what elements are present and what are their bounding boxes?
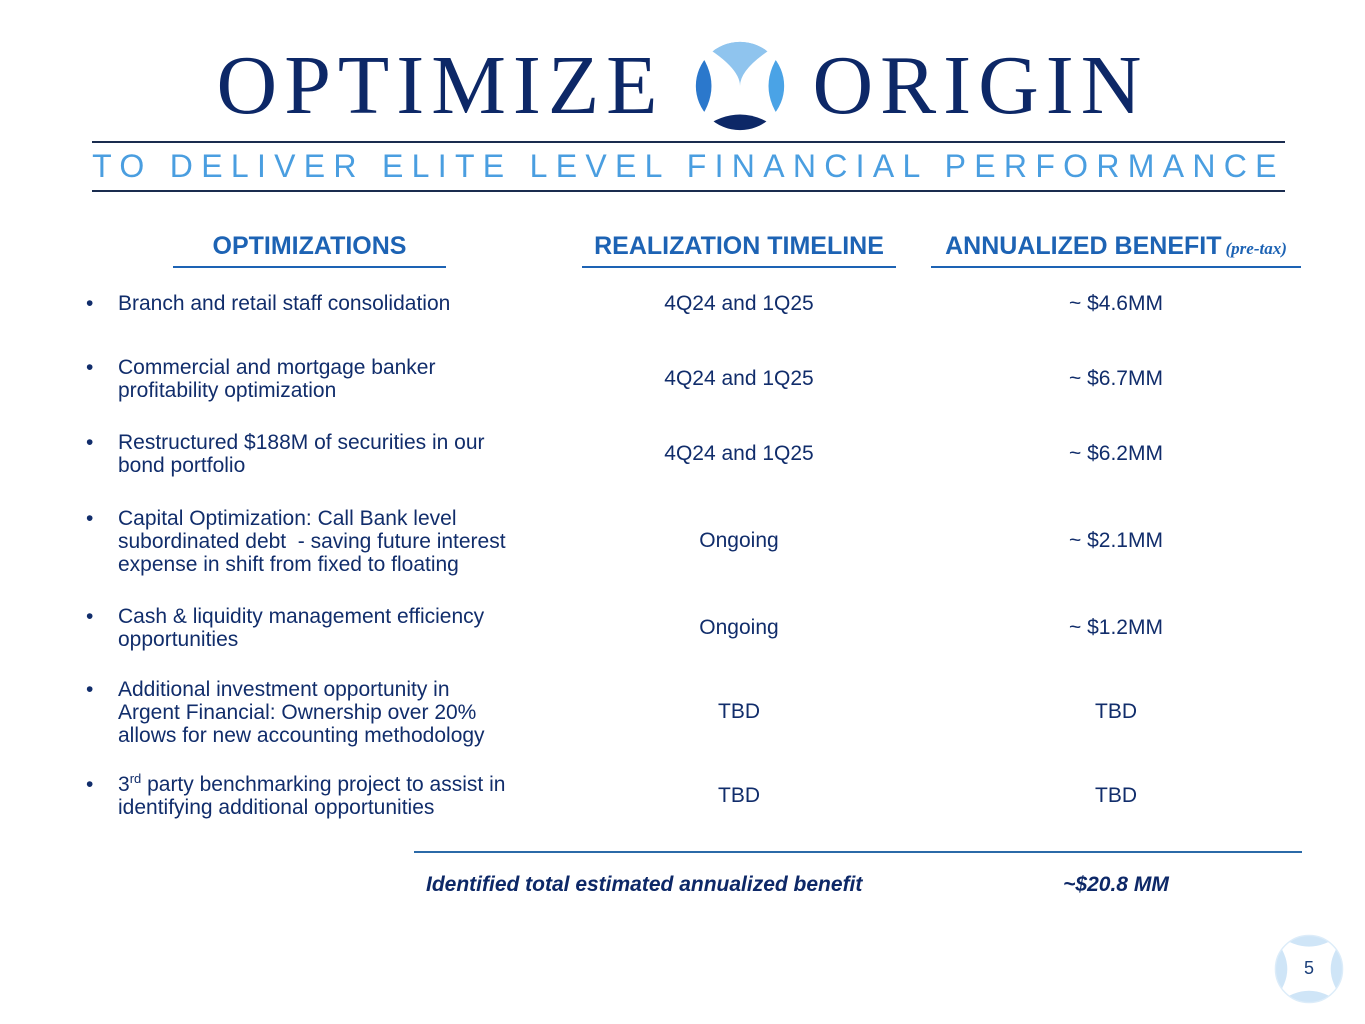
- item-line: Restructured $188M of securities in our: [118, 431, 485, 454]
- optimization-item: [86, 356, 566, 402]
- benefit-cell: ~ $6.7MM: [1069, 367, 1163, 390]
- total-label: Identified total estimated annualized benefit: [426, 873, 863, 896]
- optimization-item: [86, 678, 566, 747]
- optimization-item: [86, 773, 566, 819]
- item-line: profitability optimization: [118, 379, 337, 402]
- timeline-cell: TBD: [718, 784, 760, 807]
- bullet-icon: •: [86, 292, 94, 315]
- bullet-icon: •: [86, 678, 94, 701]
- item-line-prefix: 3: [118, 773, 130, 796]
- optimization-item: [86, 605, 566, 651]
- total-divider: [414, 851, 1302, 853]
- timeline-cell: TBD: [718, 700, 760, 723]
- benefit-header-label: ANNUALIZED BENEFIT: [945, 232, 1222, 260]
- bullet-icon: •: [86, 605, 94, 628]
- bullet-icon: •: [86, 773, 94, 796]
- bullet-icon: •: [86, 431, 94, 454]
- item-line: subordinated debt - saving future interest: [118, 530, 506, 553]
- item-line: Cash & liquidity management efficiency: [118, 605, 485, 628]
- subtitle-divider: [92, 190, 1285, 192]
- item-line: Additional investment opportunity in: [118, 678, 450, 701]
- page-number: 5: [1303, 958, 1314, 978]
- benefit-cell: TBD: [1095, 784, 1137, 807]
- item-line: Commercial and mortgage banker: [118, 356, 436, 379]
- item-line: Argent Financial: Ownership over 20%: [118, 701, 477, 724]
- origin-x-mark-icon: [694, 40, 786, 132]
- optimization-item: [86, 431, 566, 477]
- timeline-cell: 4Q24 and 1Q25: [664, 442, 814, 465]
- subtitle: TO DELIVER ELITE LEVEL FINANCIAL PERFORMANCE: [92, 148, 1285, 184]
- item-line: Capital Optimization: Call Bank level: [118, 507, 457, 530]
- title-right: ORIGIN: [812, 39, 1149, 132]
- ordinal-suffix: rd: [129, 771, 142, 786]
- item-line: Branch and retail staff consolidation: [118, 292, 451, 315]
- bullet-icon: •: [86, 507, 94, 530]
- title-left: OPTIMIZE: [216, 39, 665, 132]
- title-banner: [0, 36, 1365, 136]
- bullet-icon: •: [86, 356, 94, 379]
- item-line: bond portfolio: [118, 454, 246, 477]
- timeline-cell: Ongoing: [699, 616, 779, 639]
- top-divider: [92, 141, 1285, 143]
- benefit-cell: ~ $6.2MM: [1069, 442, 1163, 465]
- item-line: opportunities: [118, 628, 239, 651]
- item-line: expense in shift from fixed to floating: [118, 553, 459, 576]
- optimization-item: [86, 507, 566, 576]
- timeline-cell: Ongoing: [699, 529, 779, 552]
- timeline-cell: 4Q24 and 1Q25: [664, 292, 814, 315]
- item-line: party benchmarking project to assist in: [141, 773, 506, 796]
- column-header-optimizations: OPTIMIZATIONS: [173, 232, 446, 268]
- benefit-cell: TBD: [1095, 700, 1137, 723]
- benefit-cell: ~ $2.1MM: [1069, 529, 1163, 552]
- column-header-timeline: REALIZATION TIMELINE: [582, 232, 896, 268]
- optimization-item: [86, 292, 566, 315]
- benefit-cell: ~ $1.2MM: [1069, 616, 1163, 639]
- item-line: allows for new accounting methodology: [118, 724, 485, 747]
- benefit-cell: ~ $4.6MM: [1069, 292, 1163, 315]
- benefit-header-note: (pre-tax): [1225, 239, 1287, 258]
- timeline-cell: 4Q24 and 1Q25: [664, 367, 814, 390]
- item-line: identifying additional opportunities: [118, 796, 435, 819]
- column-header-benefit: [931, 232, 1301, 268]
- total-value: ~$20.8 MM: [1063, 873, 1169, 896]
